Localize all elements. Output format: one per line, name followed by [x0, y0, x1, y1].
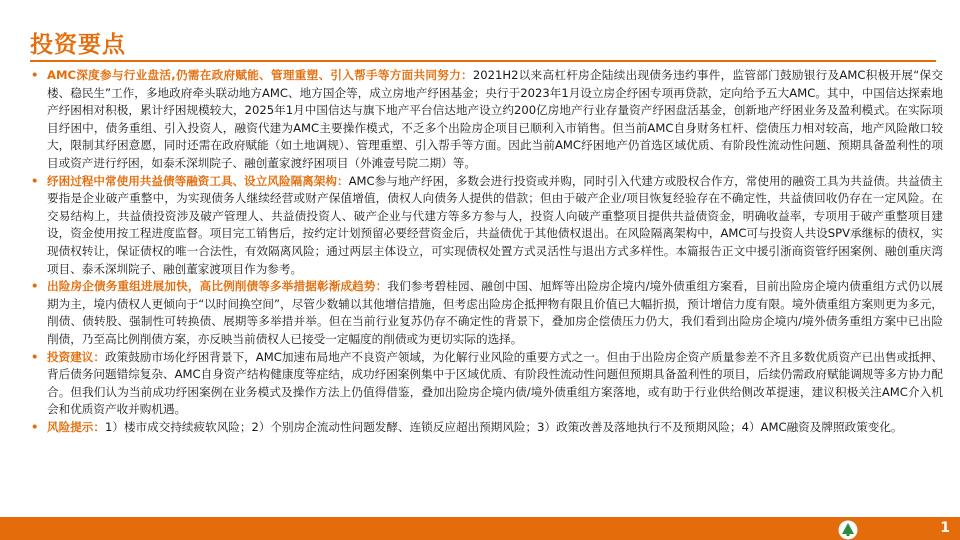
bullet-dot-icon: •: [31, 173, 39, 188]
title-divider: [30, 60, 936, 62]
key-point-financing-tools: [31, 173, 943, 279]
key-point-body: 我们参考碧桂园、融创中国、旭辉等出险房企境内/境外债重组方案看，目前出险房企境内债重组方式仍以展期为主，境内债权人更倾向于“以时间换空间”，尽管少数辅以其他增信措施，但考虑出险房企抵押物有限且价值已大幅折损，预计增信力度有限。境外债重组方案则更为多元，削债、债转股、强制性可转换债、展期等多举措并举。但在当前行业复苏仍存不确定性的背景下，叠加房企偿债压力仍大，我们看到出险房企境内/境外债务重组方案中已出险削债，乃至高比例削债方案，亦反映当前债权人已接受一定幅度的削债或为更切实际的选择。: [47, 279, 943, 346]
key-point-body: AMC参与地产纾困，多数会进行投资或并购，同时引入代建方或股权合作方，常使用的融资工具为共益债。共益债主要指是企业破产重整中，为实现债务人继续经营或财产保值增值，债权人向债务人提供的借款；但由于破产企业/项目恢复经验存在不确定性，共益债回收仍存在一定风险。在交易结构上，共益债投资涉及破产管理人、共益债投资人、破产企业与代建方等多方参与人，投资人向破产重整项目提供共益债资金，明确收益率，专项用于破产重整项目建设，资金使用按工程进度监督。项目完工销售后，按约定计划预留必要经营资金后，共益债优于其他债权退出。在风险隔离架构中，AMC可与投资人共设SPV承继标的债权，实现债权转让，保证债权的唯一合法性，有效隔离风险；通过两层主体设立，可实现债权处置方式灵活性与退出方式多样性。本篇报告正文中援引浙商资管纾困案例、融创重庆湾项目、泰禾深圳院子、融创董家渡项目作为参考。: [47, 173, 943, 276]
key-point-body: 1）楼市成交持续疲软风险；2）个别房企流动性问题发酵、连锁反应超出预期风险；3）政策改善及落地执行不及预期风险；4）AMC融资及牌照政策变化。: [104, 419, 903, 434]
key-points-list: [31, 67, 943, 436]
key-point-risk-warning: [31, 419, 943, 437]
key-point-heading: 出险房企债务重组进展加快，高比例削债等多举措据彰渐成趋势：: [47, 279, 388, 294]
key-point-heading: 投资建议：: [47, 349, 105, 364]
key-point-body: 2021H2以来高杠杆房企陆续出现债务违约事件，监管部门鼓励银行及AMC积极开展“保交楼、稳民生”工作，多地政府牵头联动地方AMC、地方国企等，成立房地产纾困基金；央行于2023年1月设立房企纾困专项再贷款，定向给予五大AMC。其中，中国信达探索地产纾困相对积极，累计纾困规模较大，2025年1月中国信达与旗下地产平台信达地产设立约200亿房地产行业存量资产纾困盘活基金，创新地产纾困业务及盈利模式。在实际项目纾困中，债务重组、引入投资人，融资代建为AMC主要操作模式，不乏多个出险房企项目已顺利入市销售。但当前AMC自身财务杠杆、偿债压力相对较高，地产风险敞口较大，限制其纾困意愿，同时还需在政府赋能（如土地调规）、管理重塑、引入帮手等方面。因此当前AMC纾困地产仍首选区域优质、有阶段性流动性问题、预期具备盈利性的项目或资产进行纾困，如泰禾深圳院子、融创董家渡纾困项目（外滩壹号院二期）等。: [47, 68, 943, 170]
bullet-dot-icon: •: [31, 68, 39, 82]
key-point-investment-advice: [31, 349, 943, 419]
bullet-dot-icon: •: [31, 419, 39, 434]
bullet-dot-icon: •: [31, 279, 39, 294]
key-point-heading: AMC深度参与行业盘活,仍需在政府赋能、管理重塑、引入帮手等方面共同努力：: [47, 68, 473, 82]
key-point-amc-participation: [31, 67, 943, 173]
key-point-heading: 纾困过程中常使用共益债等融资工具、设立风险隔离架构：: [47, 173, 349, 188]
key-point-debt-restructuring: [31, 278, 943, 348]
key-point-heading: 风险提示：: [47, 419, 105, 434]
key-point-body: 政策鼓励市场化纾困背景下，AMC加速布局地产不良资产领域，为化解行业风险的重要方式之一。但由于出险房企资产质量参差不齐且多数优质资产已出售或抵押、背后债务问题错综复杂、AMC自身资产结构健康度等症结，成功纾困案例集中于区域优质、有阶段性流动性问题但预期具备盈利性的项目，后续仍需政府赋能调规等多方协力配合。但我们认为当前成功纾困案例在业务模式及操作方法上仍值得借鉴，叠加出险房企境内债/境外债重组方案落地，或有助于行业供给侧改革提速，建议积极关注AMC介入机会和优质资产收并购机遇。: [47, 349, 943, 417]
company-logo-icon: [838, 520, 858, 540]
page-title: 投资要点: [30, 31, 126, 58]
footer-bar: [0, 517, 960, 540]
bullet-dot-icon: •: [31, 349, 39, 364]
page-number: 1: [940, 520, 950, 536]
